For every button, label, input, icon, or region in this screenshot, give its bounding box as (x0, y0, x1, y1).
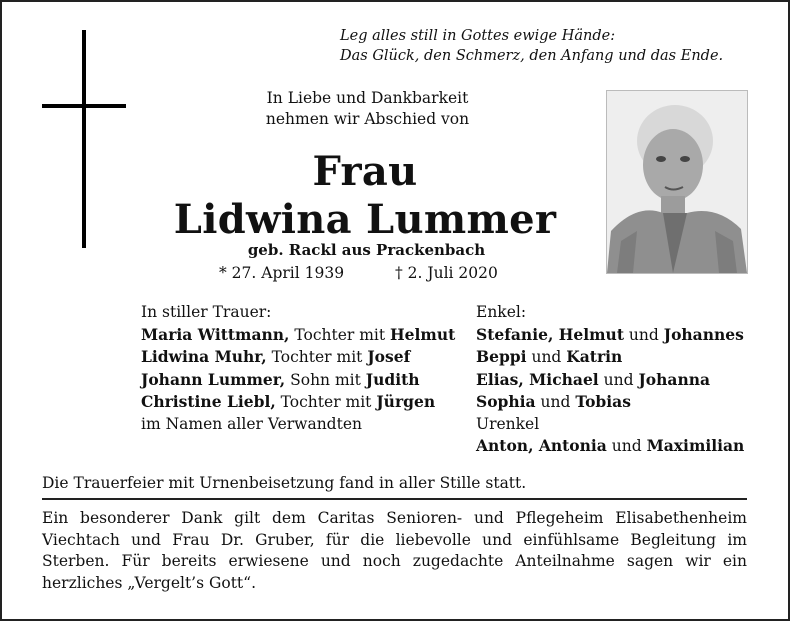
name-line (476, 391, 756, 414)
verse-line: Leg alles still in Gottes ewige Hände: (340, 28, 616, 44)
divider (42, 498, 747, 500)
name-segment: Christine Liebl, (141, 392, 276, 411)
name-segment: Helmut (558, 324, 624, 344)
portrait-image (607, 91, 747, 273)
intro-line: In Liebe und Dankbarkeit (266, 89, 469, 107)
name-segment: Tochter mit (289, 325, 391, 344)
name-segment: Sophia (476, 392, 536, 411)
intro-line: nehmen wir Abschied von (265, 110, 470, 128)
deceased-name (150, 148, 580, 244)
name-segment: Tochter mit (275, 393, 377, 411)
name-segment: und (623, 325, 664, 344)
name-segment: Elias, Michael (476, 369, 599, 389)
name-segment: Johanna (638, 369, 711, 389)
name-line (476, 369, 756, 392)
name-segment: Johannes (663, 324, 744, 344)
name-segment: im Namen aller Verwandten (141, 414, 362, 433)
name-segment: und (606, 437, 647, 455)
name-segment: Anton, Antonia (476, 436, 607, 455)
name-segment: Stefanie (476, 324, 548, 344)
name-segment: Helmut (390, 324, 456, 344)
mourners-heading: In stiller Trauer: (141, 303, 272, 321)
great-grandchildren-heading: Urenkel (476, 414, 540, 433)
grandchildren-column (476, 302, 756, 458)
mourners-column (141, 302, 471, 435)
name-segment: Judith (365, 369, 420, 389)
cross-icon-bar (42, 104, 126, 108)
name-line (141, 346, 471, 369)
salutation: Frau (312, 148, 418, 195)
verse-line: Das Glück, den Schmerz, den Anfang und das Ende. (340, 48, 724, 64)
name-line (141, 369, 471, 392)
name-segment: , (547, 324, 559, 344)
name-segment: Tochter mit (266, 348, 368, 366)
verse (340, 26, 750, 66)
name-segment: Johann Lummer, (141, 369, 286, 389)
name-segment: Katrin (566, 347, 623, 366)
name-line (476, 435, 756, 458)
name-segment: Jürgen (376, 392, 436, 411)
name-segment: Tobias (575, 392, 631, 411)
name-line (141, 391, 471, 414)
name-line (476, 324, 756, 347)
name-segment: und (526, 348, 567, 366)
thanks-paragraph: Ein besonderer Dank gilt dem Caritas Senioren- und Pflegeheim Elisabethenheim Viechtach und Frau Dr. Gruber, für die liebevolle und einfühlsame Begleitung im Sterben. Für bereits erwiesene und noch zugedachte Anteilnahme sagen wir ein herzliches „Vergelt’s Gott“. (42, 509, 747, 592)
name-segment: Maximilian (646, 436, 745, 455)
portrait-photo (606, 90, 748, 274)
cross-icon (82, 30, 86, 248)
intro-text (210, 88, 525, 130)
death-date: † 2. Juli 2020 (395, 264, 498, 282)
funeral-note: Die Trauerfeier mit Urnenbeisetzung fand in aller Stille statt. (42, 474, 527, 492)
birth-date: * 27. April 1939 (219, 264, 345, 282)
grandchildren-list (476, 324, 756, 414)
name-line (141, 324, 471, 347)
name-line (476, 346, 756, 369)
name-segment: und (535, 393, 576, 411)
great-grandchildren-list (476, 435, 756, 458)
full-name: Lidwina Lummer (173, 196, 557, 243)
name-segment: Lidwina Muhr, (141, 347, 267, 366)
name-segment: und (598, 370, 639, 389)
mourners-list (141, 324, 471, 436)
name-line (141, 414, 471, 436)
grandchildren-heading: Enkel: (476, 303, 527, 321)
name-segment: Josef (367, 347, 411, 366)
name-segment: Maria Wittmann, (141, 324, 290, 344)
name-segment: Beppi (476, 347, 527, 366)
maiden-name: geb. Rackl aus Prackenbach (247, 241, 486, 259)
name-segment: Sohn mit (285, 370, 366, 389)
